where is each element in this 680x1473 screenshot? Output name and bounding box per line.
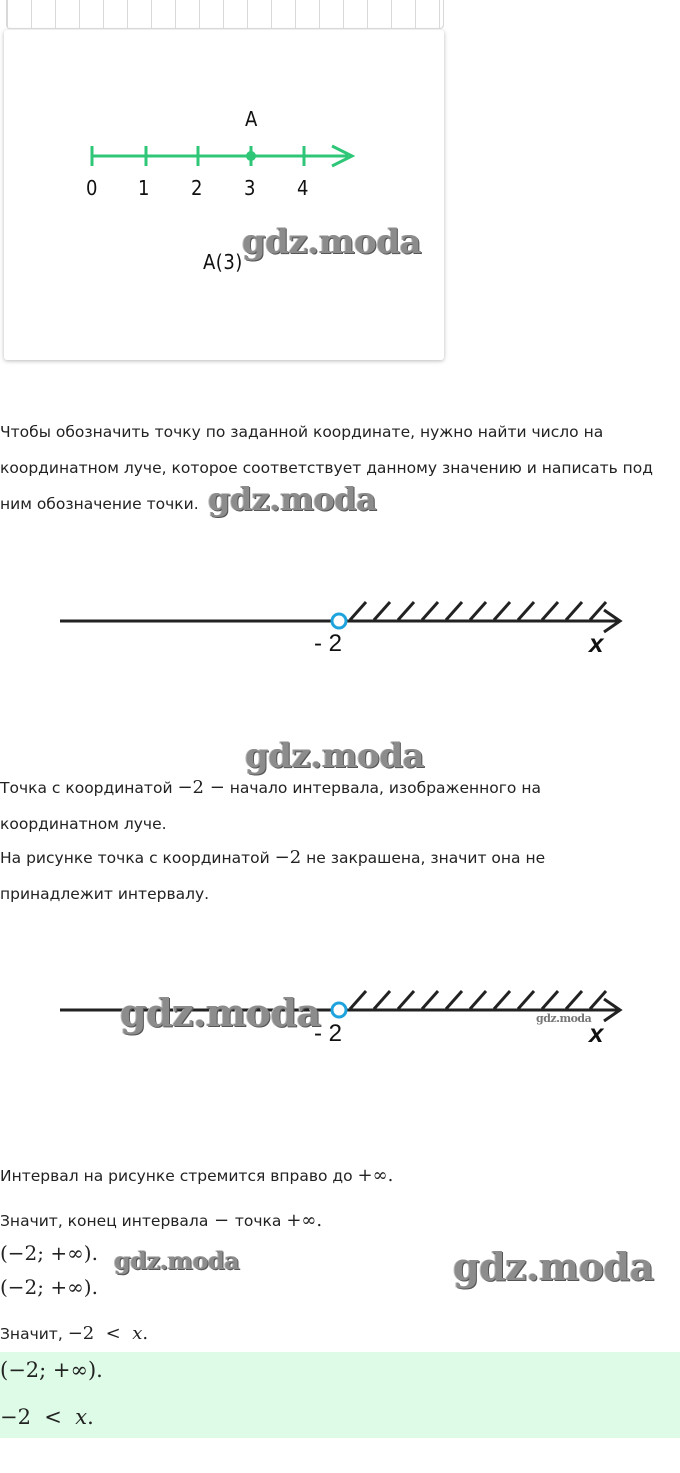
tick-label-4: 4 bbox=[297, 176, 309, 200]
paragraph-2-line-2: координатном луче. bbox=[0, 815, 167, 833]
watermark: gdz.moda bbox=[242, 222, 422, 262]
paragraph-3-line-1: На рисунке точка с координатой −2 не закрашена, значит она не bbox=[0, 847, 546, 868]
point-label: - 2 bbox=[314, 630, 343, 657]
watermark-small: gdz.moda bbox=[536, 1012, 592, 1025]
coordinate-label: A(3) bbox=[203, 250, 243, 274]
axis-label: x bbox=[589, 628, 604, 658]
axis-label: x bbox=[589, 1018, 604, 1048]
watermark: gdz.moda bbox=[208, 480, 377, 518]
paragraph-1-line-3: ним обозначение точки. bbox=[0, 495, 199, 513]
hatching bbox=[350, 991, 606, 1009]
paragraph-3-line-2: принадлежит интервалу. bbox=[0, 885, 210, 903]
paragraph-1-line-2: координатном луче, которое соответствует данному значению и написать под bbox=[0, 459, 653, 477]
tick-label-2: 2 bbox=[191, 176, 203, 200]
point-a-dot bbox=[246, 151, 256, 161]
paragraph-4-line-3: Значит, −2 < x. bbox=[0, 1323, 149, 1344]
interval-line-1: (−2; +∞). bbox=[0, 1241, 98, 1265]
answer-interval: (−2; +∞). bbox=[0, 1358, 103, 1382]
interval-line-2: (−2; +∞). bbox=[0, 1275, 98, 1299]
tick-label-3: 3 bbox=[244, 176, 256, 200]
open-point bbox=[332, 1003, 346, 1017]
point-a-label: A bbox=[245, 107, 258, 131]
watermark: gdz.moda bbox=[453, 1244, 654, 1289]
tick-label-1: 1 bbox=[138, 176, 150, 200]
watermark: gdz.moda bbox=[245, 736, 425, 776]
coordinate-ray-figure bbox=[0, 0, 680, 370]
paragraph-1-line-1: Чтобы обозначить точку по заданной координате, нужно найти число на bbox=[0, 423, 604, 441]
paragraph-3 bbox=[0, 840, 680, 912]
paragraph-4-line-1: Интервал на рисунке стремится вправо до +∞. bbox=[0, 1165, 394, 1186]
answer-inequality: −2 < x. bbox=[0, 1405, 94, 1429]
open-point bbox=[332, 614, 346, 628]
tick-label-0: 0 bbox=[86, 176, 98, 200]
hatching bbox=[350, 602, 606, 620]
point-label: - 2 bbox=[314, 1020, 343, 1047]
interval-figure-1 bbox=[0, 590, 680, 680]
paragraph-2 bbox=[0, 770, 680, 842]
paragraph-2-line-1: Точка с координатой −2 − начало интервала, изображенного на bbox=[0, 777, 541, 798]
watermark: gdz.moda bbox=[114, 1246, 240, 1275]
paragraph-4-line-2: Значит, конец интервала − точка +∞. bbox=[0, 1210, 323, 1231]
watermark: gdz.moda bbox=[120, 990, 321, 1035]
